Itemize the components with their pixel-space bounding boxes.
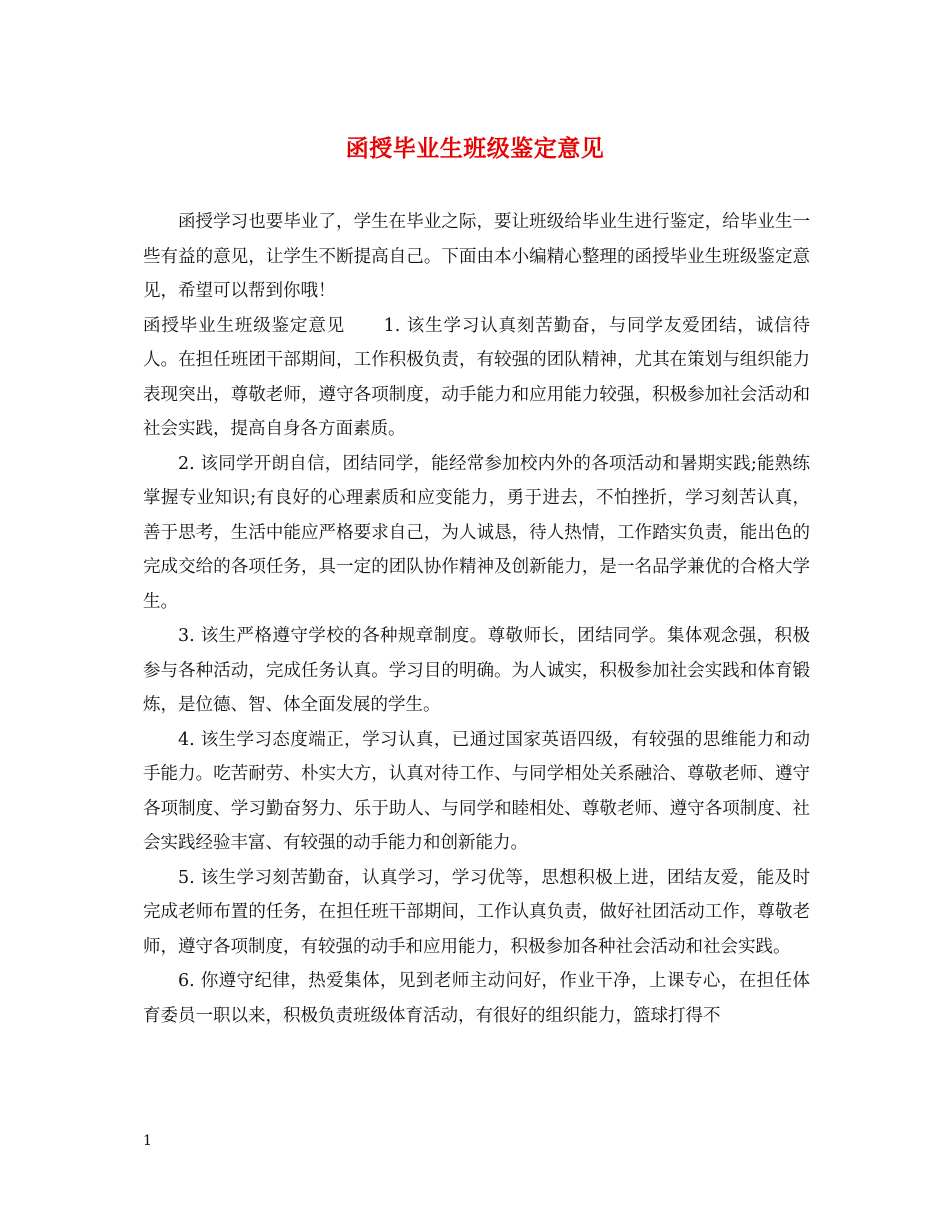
- item-text-1: 1. 该生学习认真刻苦勤奋，与同学友爱团结，诚信待人。在担任班团干部期间，工作积极负责，有较强的团队精神，尤其在策划与组织能力表现突出，尊敬老师，遵守各项制度，动手能力和应用能力较强，积极参加社会活动和社会实践，提高自身各方面素质。: [143, 315, 810, 439]
- item-paragraph-1: [143, 309, 810, 447]
- item-paragraph-4: 4. 该生学习态度端正，学习认真，已通过国家英语四级，有较强的思维能力和动手能力。吃苦耐劳、朴实大方，认真对待工作、与同学相处关系融洽、尊敬老师、遵守各项制度、学习勤奋努力、乐于助人、与同学和睦相处、尊敬老师、遵守各项制度、社会实践经验丰富、有较强的动手能力和创新能力。: [143, 729, 810, 853]
- intro-paragraph: 函授学习也要毕业了，学生在毕业之际，要让班级给毕业生进行鉴定，给毕业生一些有益的意见，让学生不断提高自己。下面由本小编精心整理的函授毕业生班级鉴定意见，希望可以帮到你哦！: [143, 212, 810, 301]
- section-heading: 函授毕业生班级鉴定意见: [143, 315, 346, 336]
- item-paragraph-5: 5. 该生学习刻苦勤奋，认真学习，学习优等，思想积极上进，团结友爱，能及时完成老师布置的任务，在担任班干部期间，工作认真负责，做好社团活动工作，尊敬老师，遵守各项制度，有较强的动手和应用能力，积极参加各种社会活动和社会实践。: [143, 867, 810, 957]
- document-body: [143, 205, 810, 1033]
- document-title: 函授毕业生班级鉴定意见: [345, 135, 605, 162]
- item-paragraph-3: 3. 该生严格遵守学校的各种规章制度。尊敬师长，团结同学。集体观念强，积极参与各种活动，完成任务认真。学习目的明确。为人诚实，积极参加社会实践和体育锻炼，是位德、智、体全面发展的学生。: [143, 626, 810, 715]
- page-number: 1: [143, 1133, 152, 1149]
- item-paragraph-2: 2. 该同学开朗自信，团结同学，能经常参加校内外的各项活动和暑期实践;能熟练掌握专业知识;有良好的心理素质和应变能力，勇于进去，不怕挫折，学习刻苦认真，善于思考，生活中能应严格要求自己，为人诚恳，待人热情，工作踏实负责，能出色的完成交给的各项任务，具一定的团队协作精神及创新能力，是一名品学兼优的合格大学生。: [143, 453, 810, 612]
- item-paragraph-6: 6. 你遵守纪律，热爱集体，见到老师主动问好，作业干净，上课专心，在担任体育委员一职以来，积极负责班级体育活动，有很好的组织能力，篮球打得不: [143, 971, 810, 1026]
